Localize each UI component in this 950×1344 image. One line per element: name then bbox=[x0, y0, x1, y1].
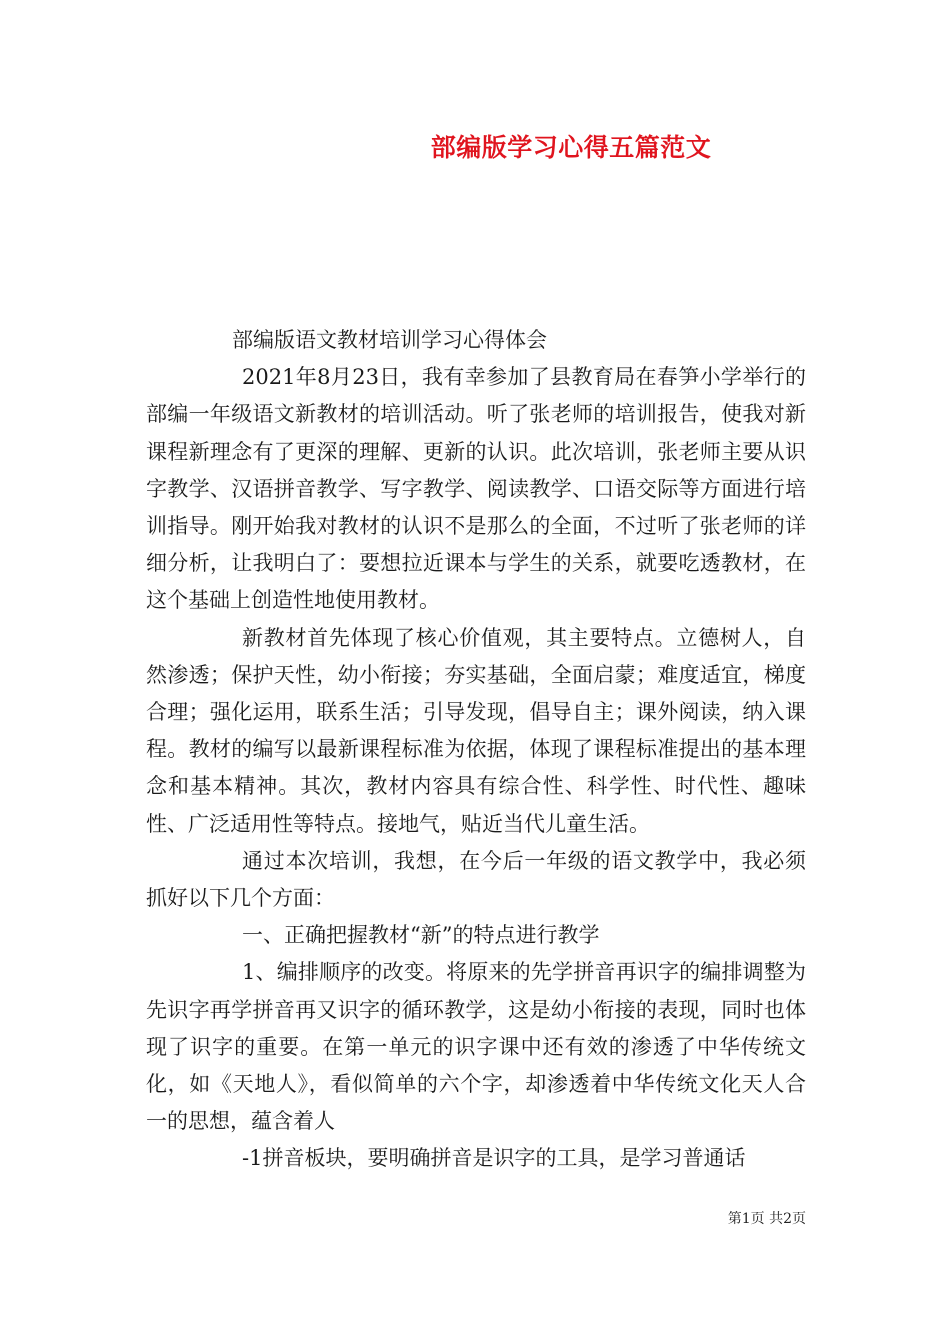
document-title: 部编版学习心得五篇范文 bbox=[430, 133, 712, 162]
paragraph-1: 2021年8月23日，我有幸参加了县教育局在春笋小学举行的部编一年级语文新教材的培训活动。听了张老师的培训报告，使我对新课程新理念有了更深的理解、更新的认识。此次培训，张老师主要从识字教学、汉语拼音教学、写字教学、阅读教学、口语交际等方面进行培训指导。刚开始我对教材的认识不是那么的全面，不过听了张老师的详细分析，让我明白了：要想拉近课本与学生的关系，就要吃透教材，在这个基础上创造性地使用教材。 bbox=[146, 365, 806, 613]
document-body bbox=[146, 322, 806, 1178]
page-footer: 第1页 共2页 bbox=[727, 1211, 806, 1227]
paragraph-3: 通过本次培训，我想，在今后一年级的语文教学中，我必须抓好以下几个方面： bbox=[146, 848, 806, 911]
document-subtitle: 部编版语文教材培训学习心得体会 bbox=[232, 328, 547, 352]
paragraph-5: -1拼音板块，要明确拼音是识字的工具，是学习普通话 bbox=[242, 1146, 746, 1171]
paragraph-4: 1、编排顺序的改变。将原来的先学拼音再识字的编排调整为先识字再学拼音再又识字的循环教学，这是幼小衔接的表现，同时也体现了识字的重要。在第一单元的识字课中还有效的渗透了中华传统文化，如《天地人》，看似简单的六个字，却渗透着中华传统文化天人合一的思想，蕴含着人 bbox=[146, 960, 806, 1134]
section-heading: 一、正确把握教材“新”的特点进行教学 bbox=[242, 923, 600, 948]
paragraph-2: 新教材首先体现了核心价值观，其主要特点。立德树人，自然渗透；保护天性，幼小衔接；夯实基础，全面启蒙；难度适宜，梯度合理；强化运用，联系生活；引导发现，倡导自主；课外阅读，纳入课程。教材的编写以最新课程标准为依据，体现了课程标准提出的基本理念和基本精神。其次，教材内容具有综合性、科学性、时代性、趣味性、广泛适用性等特点。接地气，贴近当代儿童生活。 bbox=[146, 625, 806, 836]
